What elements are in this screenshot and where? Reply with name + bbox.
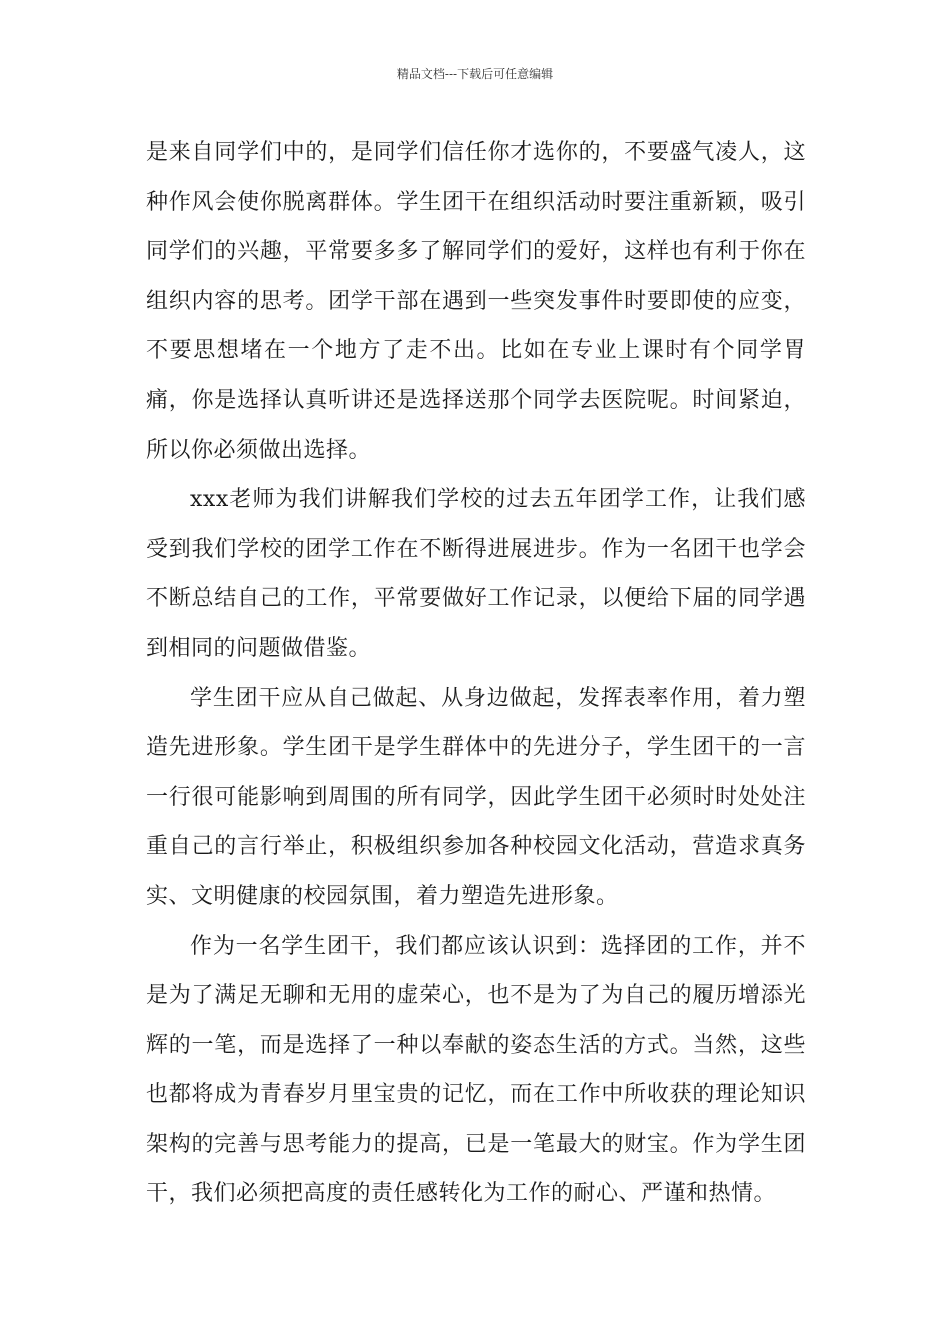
page-header: 精品文档---下载后可任意编辑 bbox=[396, 67, 554, 81]
paragraph-role-model: 学生团干应从自己做起、从身边做起，发挥表率作用，着力塑造先进形象。学生团干是学生群体中的先进分子，学生团干的一言一行很可能影响到周围的所有同学，因此学生团干必须时时处处注重自己的言行举止，积极组织参加各种校园文化活动，营造求真务实、文明健康的校园氛围，着力塑造先进形象。 bbox=[146, 685, 806, 909]
document-body bbox=[146, 128, 806, 1219]
paragraph-dedication: 作为一名学生团干，我们都应该认识到：选择团的工作，并不是为了满足无聊和无用的虚荣心，也不是为了为自己的履历增添光辉的一笔，而是选择了一种以奉献的姿态生活的方式。当然，这些也都将成为青春岁月里宝贵的记忆，而在工作中所收获的理论知识架构的完善与思考能力的提高，已是一笔最大的财宝。作为学生团干，我们必须把高度的责任感转化为工作的耐心、严谨和热情。 bbox=[146, 933, 806, 1207]
paragraph-teacher-lecture: xxx老师为我们讲解我们学校的过去五年团学工作，让我们感受到我们学校的团学工作在不断得进展进步。作为一名团干也学会不断总结自己的工作，平常要做好工作记录，以便给下届的同学遇到相同的问题做借鉴。 bbox=[146, 487, 806, 661]
paragraph-continuation: 是来自同学们中的，是同学们信任你才选你的，不要盛气凌人，这种作风会使你脱离群体。学生团干在组织活动时要注重新颖，吸引同学们的兴趣，平常要多多了解同学们的爱好，这样也有利于你在组织内容的思考。团学干部在遇到一些突发事件时要即使的应变，不要思想堵在一个地方了走不出。比如在专业上课时有个同学胃痛，你是选择认真听讲还是选择送那个同学去医院呢。时间紧迫，所以你必须做出选择。 bbox=[146, 140, 806, 463]
